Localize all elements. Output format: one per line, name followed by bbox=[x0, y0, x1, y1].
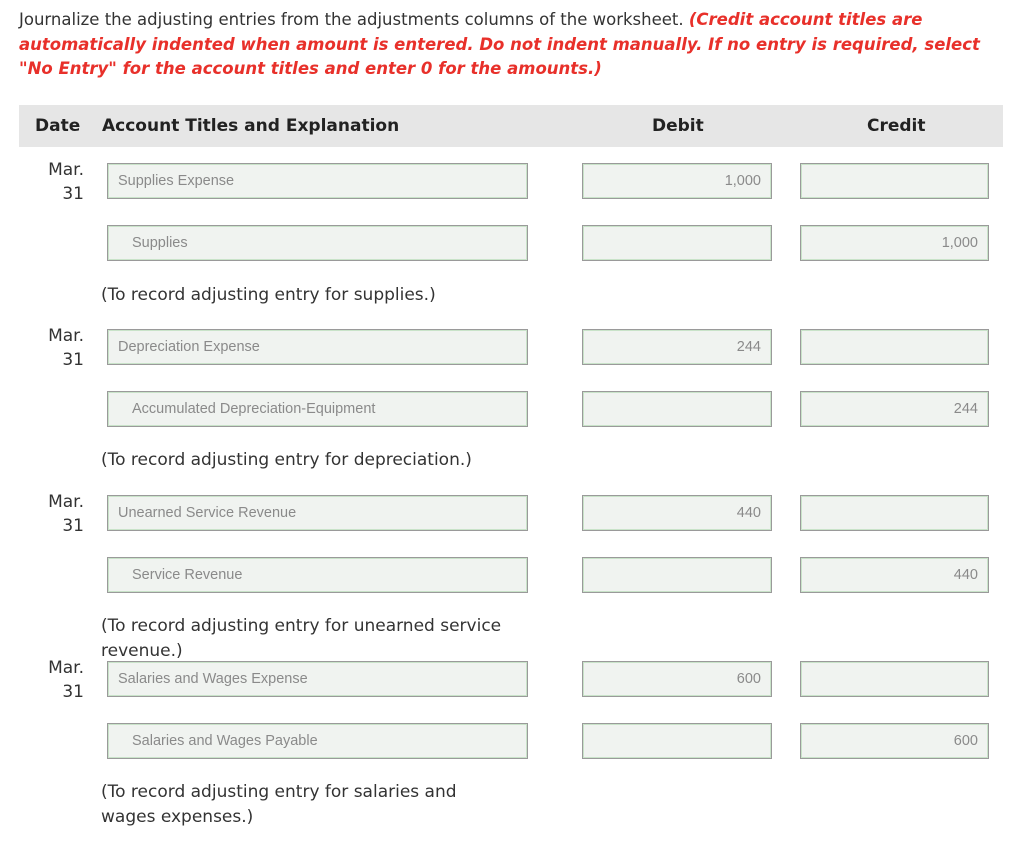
entry-date-day: 31 bbox=[62, 350, 84, 370]
table-header bbox=[19, 105, 1003, 147]
entry-explanation: (To record adjusting entry for unearned service revenue.) bbox=[101, 616, 502, 661]
header-credit: Credit bbox=[867, 116, 926, 136]
entry-date bbox=[40, 490, 84, 538]
debit-amount-field-empty[interactable] bbox=[582, 723, 772, 759]
debit-account-field[interactable]: Unearned Service Revenue bbox=[107, 495, 528, 531]
credit-account-field[interactable]: Service Revenue bbox=[107, 557, 528, 593]
credit-account-field[interactable]: Supplies bbox=[107, 225, 528, 261]
credit-amount-field[interactable]: 244 bbox=[800, 391, 989, 427]
entry-date bbox=[40, 158, 84, 206]
credit-amount-field-empty[interactable] bbox=[800, 163, 989, 199]
header-date: Date bbox=[35, 116, 81, 136]
credit-amount-field-empty[interactable] bbox=[800, 661, 989, 697]
debit-account-field[interactable]: Supplies Expense bbox=[107, 163, 528, 199]
entry-date-day: 31 bbox=[62, 184, 84, 204]
entry-explanation: (To record adjusting entry for salaries and wages expenses.) bbox=[101, 782, 457, 827]
credit-amount-field-empty[interactable] bbox=[800, 495, 989, 531]
entry-explanation: (To record adjusting entry for supplies.) bbox=[101, 285, 436, 305]
debit-amount-field-empty[interactable] bbox=[582, 557, 772, 593]
debit-amount-field[interactable]: 244 bbox=[582, 329, 772, 365]
debit-amount-field[interactable]: 440 bbox=[582, 495, 772, 531]
debit-account-field[interactable]: Salaries and Wages Expense bbox=[107, 661, 528, 697]
header-account: Account Titles and Explanation bbox=[102, 116, 400, 136]
entry-explanation: (To record adjusting entry for depreciation.) bbox=[101, 450, 472, 470]
credit-account-field[interactable]: Accumulated Depreciation-Equipment bbox=[107, 391, 528, 427]
debit-amount-field-empty[interactable] bbox=[582, 391, 772, 427]
credit-amount-field[interactable]: 1,000 bbox=[800, 225, 989, 261]
debit-amount-field[interactable]: 600 bbox=[582, 661, 772, 697]
credit-account-field[interactable]: Salaries and Wages Payable bbox=[107, 723, 528, 759]
credit-amount-field[interactable]: 600 bbox=[800, 723, 989, 759]
entry-date-day: 31 bbox=[62, 516, 84, 536]
credit-amount-field-empty[interactable] bbox=[800, 329, 989, 365]
debit-amount-field-empty[interactable] bbox=[582, 225, 772, 261]
entry-date-month: Mar. bbox=[48, 160, 84, 180]
entry-date-month: Mar. bbox=[48, 492, 84, 512]
instructions bbox=[19, 8, 1009, 82]
instructions-emphasis: (Credit account titles are automatically indented when amount is entered. Do not indent manually. If no entry is required, select "No Entry" for the account titles and enter 0 for the amounts.) bbox=[19, 10, 980, 78]
header-debit: Debit bbox=[652, 116, 704, 136]
entry-date-month: Mar. bbox=[48, 326, 84, 346]
entry-date bbox=[40, 656, 84, 704]
entry-date bbox=[40, 324, 84, 372]
debit-amount-field[interactable]: 1,000 bbox=[582, 163, 772, 199]
entry-date-month: Mar. bbox=[48, 658, 84, 678]
entry-date-day: 31 bbox=[62, 682, 84, 702]
instructions-text: Journalize the adjusting entries from the adjustments columns of the worksheet. bbox=[19, 10, 684, 29]
credit-amount-field[interactable]: 440 bbox=[800, 557, 989, 593]
debit-account-field[interactable]: Depreciation Expense bbox=[107, 329, 528, 365]
